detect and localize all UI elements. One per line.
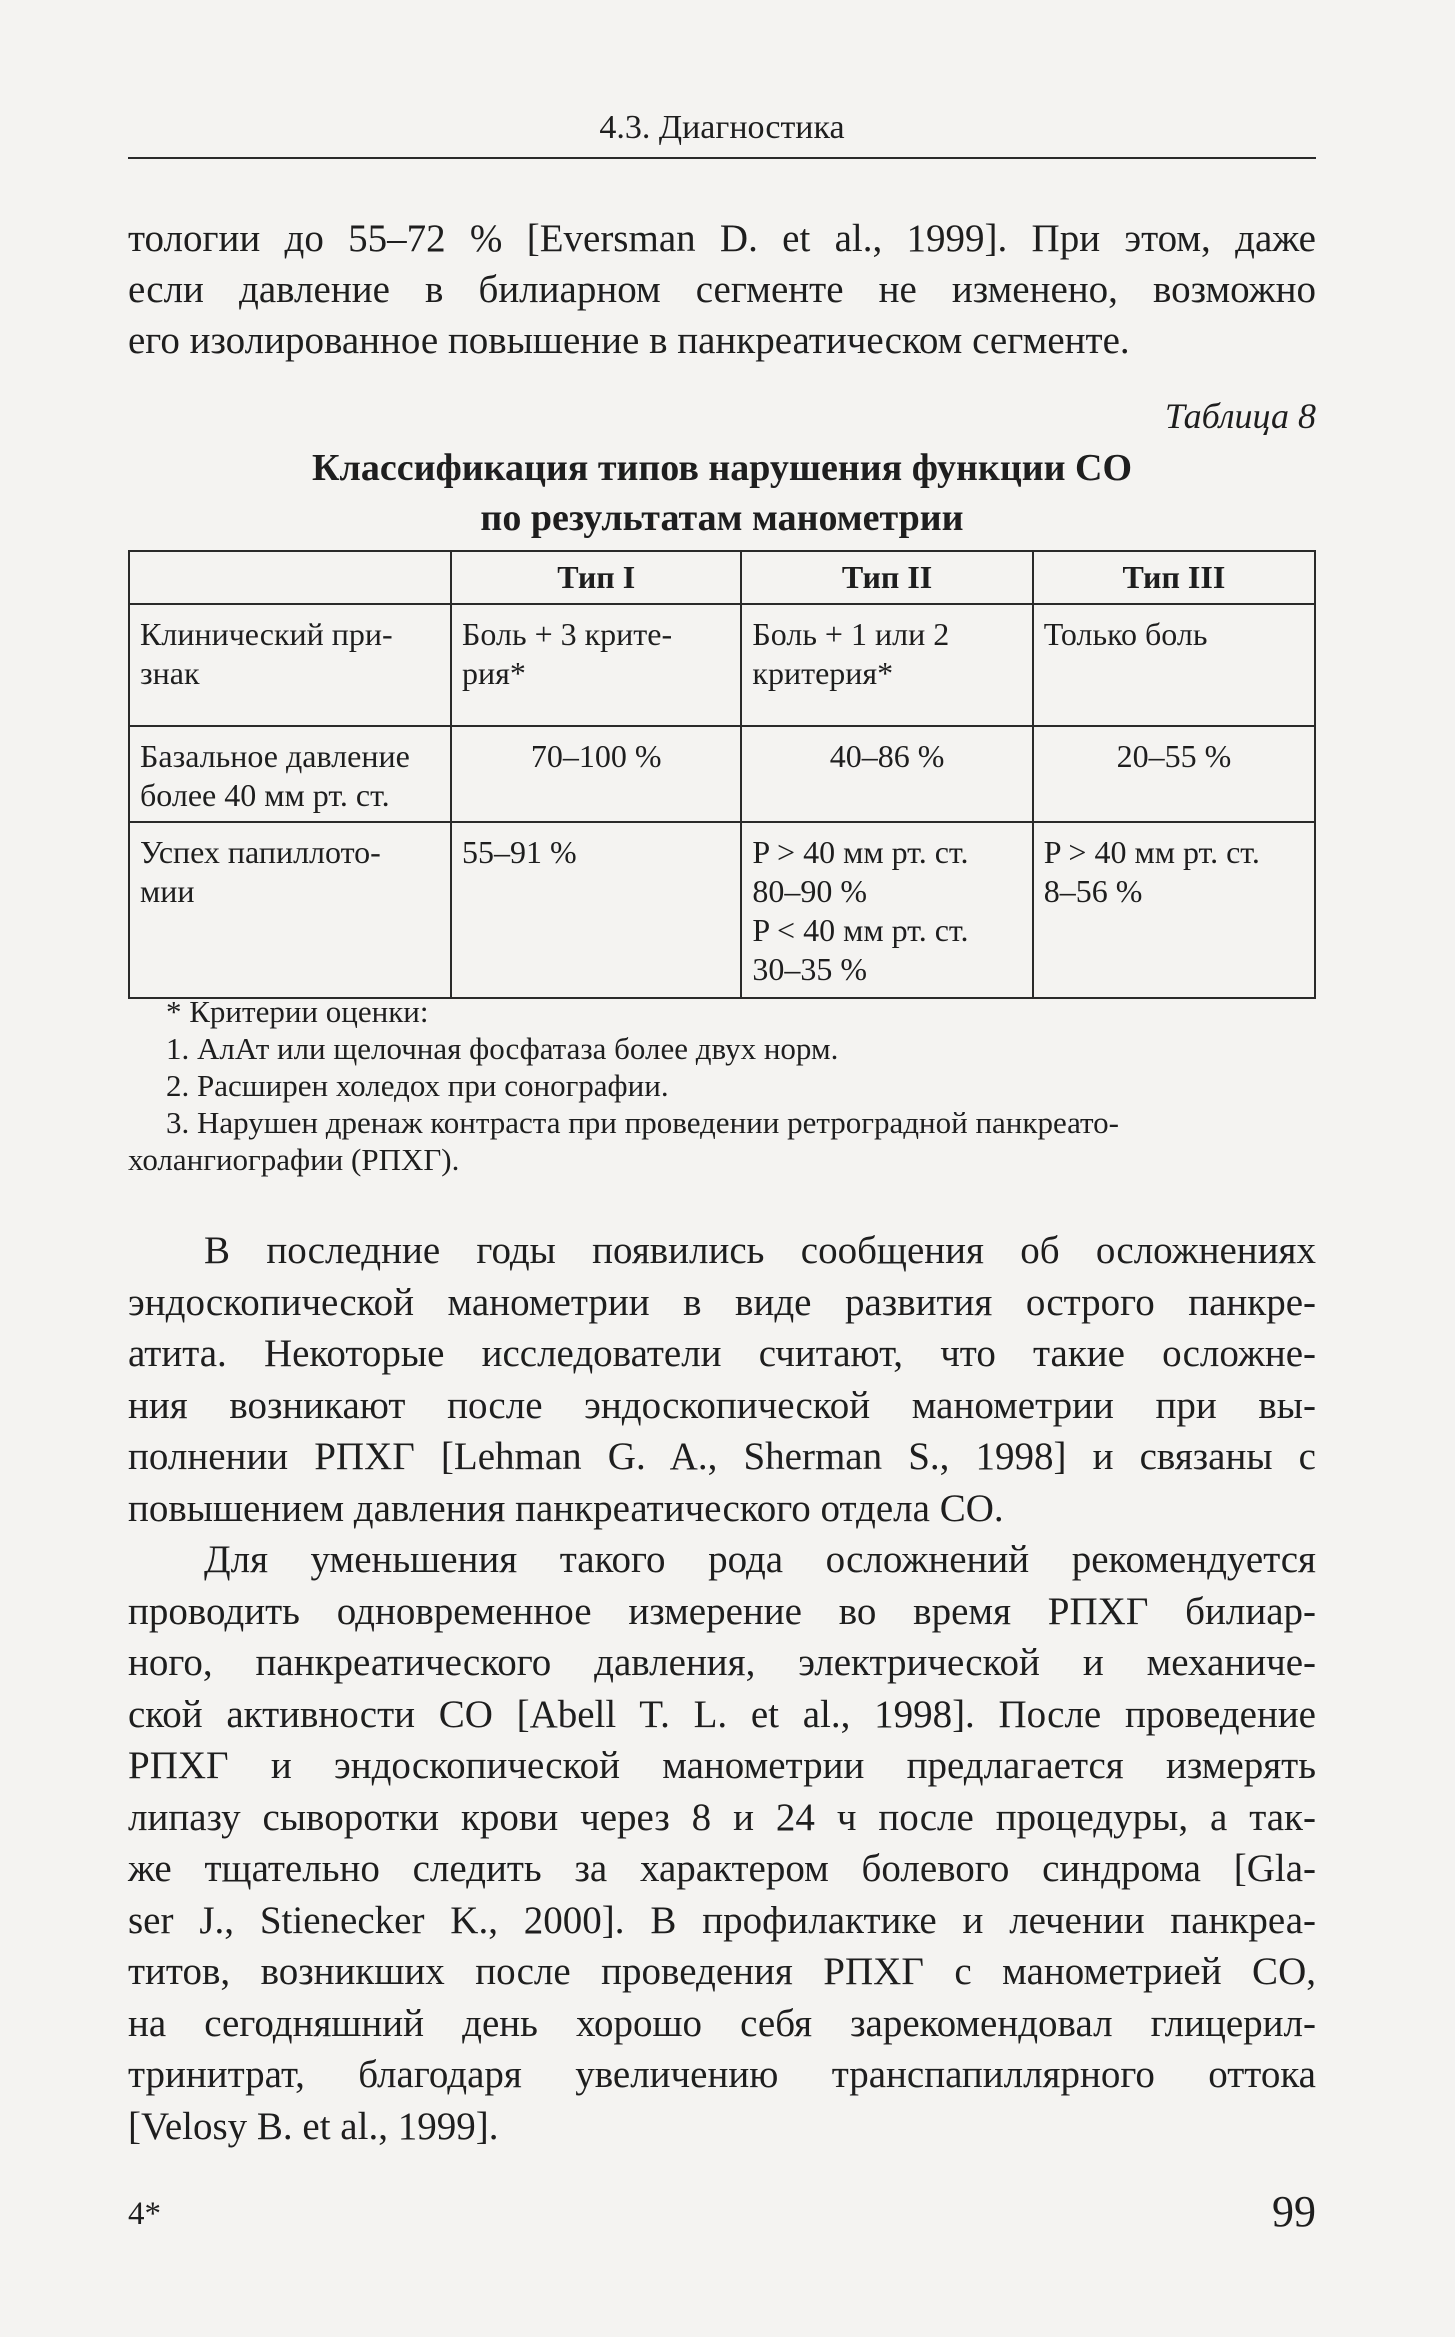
cell-line: Боль + 1 или 2 [752, 616, 950, 652]
footnote-item: 1. АлАт или щелочная фосфатаза более двух норм. [166, 1031, 839, 1066]
table-header-row [129, 551, 1315, 604]
table-cell [451, 822, 741, 998]
cell-line: 8–56 % [1043, 873, 1143, 909]
cell-line: критерия* [752, 655, 894, 691]
table-cell [741, 822, 1032, 998]
header-rule [128, 157, 1316, 159]
cell-line: Боль + 3 крите- [462, 616, 673, 652]
cell-line: Базальное давление [140, 738, 410, 774]
footnote-item: 3. Нарушен дренаж контраста при проведении ретроградной панкреато- [166, 1105, 1120, 1140]
running-head: 4.3. Диагностика [599, 109, 845, 146]
cell-line: более 40 мм рт. ст. [140, 777, 390, 813]
row-label-cell [129, 726, 451, 822]
cell-line: 80–90 % [752, 873, 868, 909]
paragraph-line: эндоскопической манометрии в виде развития острого панкре- [128, 1280, 1316, 1324]
intro-line: тологии до 55–72 % [Eversman D. et al., 1999]. При этом, даже [128, 217, 1316, 260]
cell-line: Успех папиллото- [140, 834, 381, 870]
cell-line: P > 40 мм рт. ст. [752, 834, 969, 870]
cell-line: Клинический при- [140, 616, 393, 652]
classification-table [128, 550, 1316, 999]
book-page [128, 0, 1316, 2337]
table-label: Таблица 8 [1164, 396, 1316, 436]
table-header-cell: Тип I [451, 551, 741, 604]
paragraph-line: ния возникают после эндоскопической манометрии при вы- [128, 1383, 1316, 1427]
table-cell [1033, 604, 1315, 726]
table-title [128, 443, 1316, 543]
table-footnotes [128, 993, 1316, 1178]
footnote-item-continuation: холангиографии (РПХГ). [128, 1142, 460, 1177]
paragraph-line: повышением давления панкреатического отдела СО. [128, 1486, 1004, 1530]
paragraph-line: РПХГ и эндоскопической манометрии предлагается измерять [128, 1744, 1316, 1787]
paragraph-line: атита. Некоторые исследователи считают, что такие осложне- [128, 1332, 1316, 1375]
paragraph-line: ного, панкреатического давления, электрической и механиче- [128, 1641, 1316, 1684]
cell-line: знак [140, 655, 200, 691]
cell-line: P > 40 мм рт. ст. [1043, 834, 1260, 870]
paragraph-line: ской активности СО [Abell T. L. et al., 1998]. После проведение [128, 1692, 1316, 1736]
table-title-line: Классификация типов нарушения функции СО [311, 447, 1133, 489]
signature-mark: 4* [128, 2196, 161, 2232]
table-cell [1033, 822, 1315, 998]
row-label-cell [129, 822, 451, 998]
paragraph-line: Для уменьшения такого рода осложнений рекомендуется [204, 1538, 1316, 1581]
paragraph-line: полнении РПХГ [Lehman G. A., Sherman S., 1998] и связаны с [128, 1435, 1316, 1478]
paragraph-line: тринитрат, благодаря увеличению транспапиллярного оттока [128, 2053, 1316, 2096]
table-cell [451, 604, 741, 726]
cell-line: рия* [462, 655, 526, 691]
table-cell [741, 604, 1032, 726]
body-text [128, 1225, 1316, 2152]
footnote-item: 2. Расширен холедох при сонографии. [166, 1068, 669, 1103]
intro-line: его изолированное повышение в панкреатическом сегменте. [128, 319, 1130, 362]
paragraph-line: же тщательно следить за характером болевого синдрома [Gla- [128, 1847, 1316, 1890]
row-label-cell [129, 604, 451, 726]
paragraph-line: [Velosy B. et al., 1999]. [128, 2104, 499, 2148]
table-header-cell: Тип II [741, 551, 1032, 604]
table-row [129, 822, 1315, 998]
table-cell: 70–100 % [451, 726, 741, 822]
table-title-line: по результатам манометрии [480, 497, 964, 539]
table-header-cell [129, 551, 451, 604]
paragraph-line: липазу сыворотки крови через 8 и 24 ч после процедуры, а так- [128, 1795, 1316, 1839]
table-cell: 40–86 % [741, 726, 1032, 822]
paragraph-line: на сегодняшний день хорошо себя зарекомендовал глицерил- [128, 2001, 1316, 2045]
paragraph-line: титов, возникших после проведения РПХГ с манометрией СО, [128, 1950, 1316, 1993]
table-header-cell: Тип III [1033, 551, 1315, 604]
paragraph-line: ser J., Stienecker K., 2000]. В профилактике и лечении панкреа- [128, 1898, 1316, 1942]
table-row [129, 604, 1315, 726]
paragraph-line: В последние годы появились сообщения об осложнениях [204, 1229, 1316, 1272]
cell-line: Только боль [1043, 616, 1208, 652]
footnote-title: * Критерии оценки: [166, 994, 429, 1029]
page-number: 99 [1272, 2187, 1316, 2236]
table-cell: 20–55 % [1033, 726, 1315, 822]
cell-line: 30–35 % [752, 951, 868, 987]
cell-line: 55–91 % [462, 834, 577, 870]
intro-paragraph [128, 213, 1316, 366]
paragraph-line: проводить одновременное измерение во время РПХГ билиар- [128, 1589, 1316, 1633]
intro-line: если давление в билиарном сегменте не изменено, возможно [128, 268, 1316, 311]
cell-line: мии [140, 873, 195, 909]
table-row [129, 726, 1315, 822]
cell-line: P < 40 мм рт. ст. [752, 912, 969, 948]
